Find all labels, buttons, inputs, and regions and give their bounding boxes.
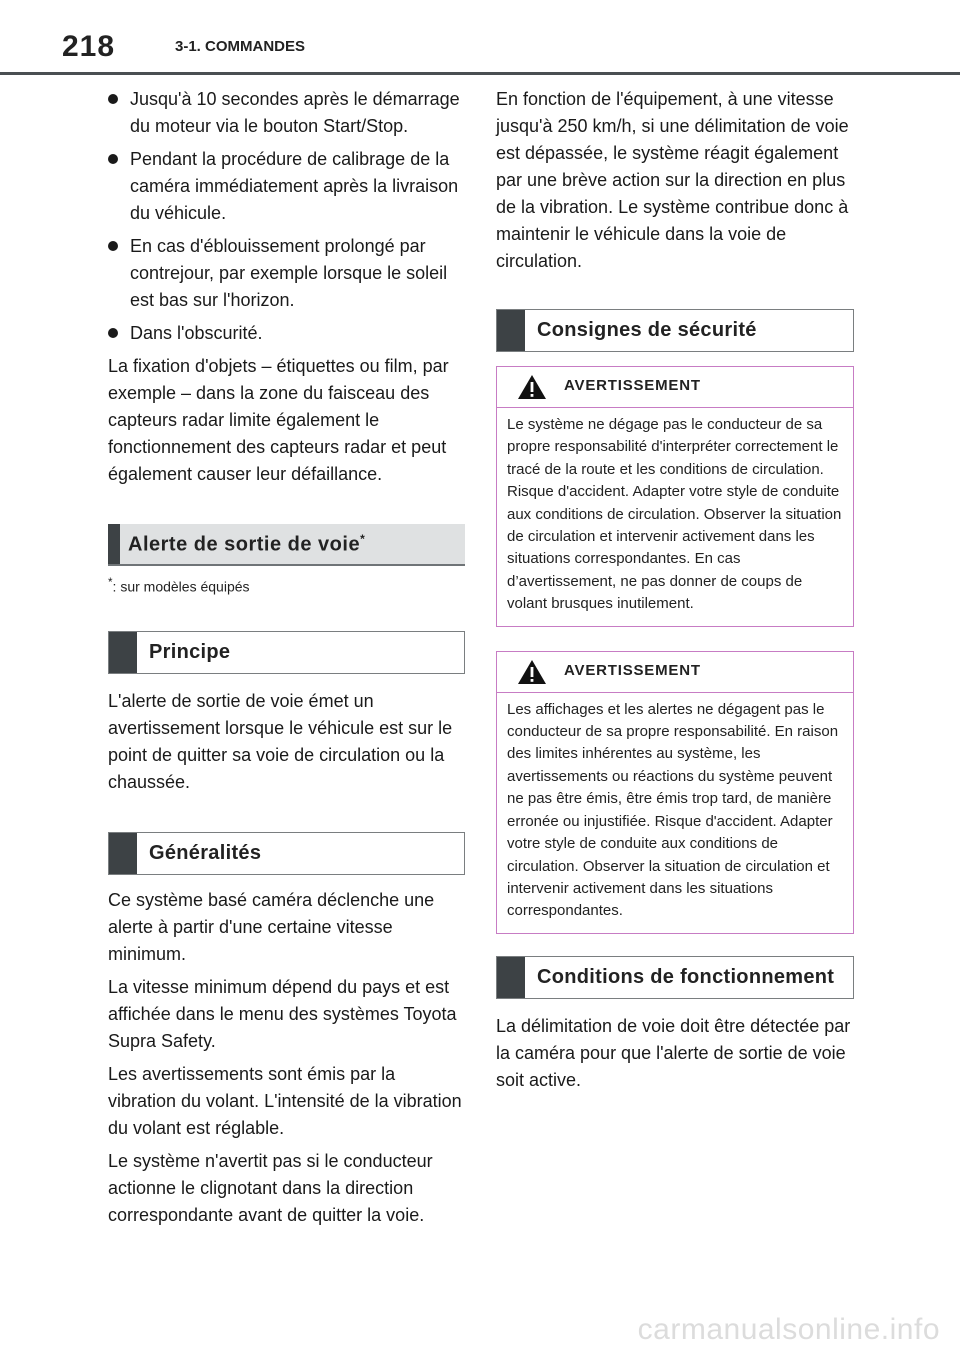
generalites-paragraph: La vitesse minimum dépend du pays et est affichée dans le menu des systèmes Toyota Supra Safety. [108,976,457,1051]
warning-box [496,366,854,627]
page-number: 218 [62,30,116,63]
page-header [0,0,960,78]
bullet-icon [108,328,118,338]
conditions-paragraph: La délimitation de voie doit être détectée par la caméra pour que l'alerte de sortie de voie soit active. [496,1015,851,1090]
watermark: carmanualsonline.info [637,1313,940,1346]
subheading-text: Principe [149,640,231,663]
heading-bar [109,632,137,673]
principe-paragraph: L'alerte de sortie de voie émet un avertissement lorsque le véhicule est sur le point de quitter sa voie de circulation ou la chaussée. [108,690,453,792]
main-heading-text [128,532,365,557]
list-item-text: Dans l'obscurité. [130,323,263,343]
list-item [108,233,465,314]
heading-bar [497,310,525,351]
list-item-text: Pendant la procédure de calibrage de la caméra immédiatement après la livraison du véhicule. [130,149,459,223]
list-item [108,146,465,227]
subheading-text: Conditions de fonctionnement [537,965,835,988]
section-title: 3-1. COMMANDES [175,38,306,55]
main-heading-label: Alerte de sortie de voie [128,533,361,556]
generalites-body [108,887,465,1229]
generalites-paragraph: Les avertissements sont émis par la vibration du volant. L'intensité de la vibration du volant est réglable. [108,1063,462,1138]
warning-text: Les affichages et les alertes ne dégagent pas le conducteur de sa propre responsabilité. En raison des limites inhérentes au système, les avertissements ou réactions du système peuvent ne pas être émis, être émis trop tard, de manière erronée ou injustifiée. Risque d'accident. Adapter votre style de conduite aux conditions de circulation. Observer la situation de circulation et intervenir activement dans les situations correspondantes. [507,700,839,920]
heading-bar [108,524,120,564]
generalites-paragraph: Ce système basé caméra déclenche une alerte à partir d'une certaine vitesse minimum. [108,889,435,964]
subheading-generalites [108,832,465,875]
warning-header [497,367,853,408]
footnote-mark: * [360,532,366,546]
warning-box [496,651,854,934]
bullet-icon [108,241,118,251]
subheading-text: Consignes de sécurité [537,319,757,341]
subheading-conditions [496,956,854,999]
list-item [108,320,465,347]
subheading-principe [108,631,465,674]
right-column [496,86,854,1100]
list-item [108,86,465,140]
footnote-mark: * [108,576,113,589]
condition-bullet-list [108,86,465,347]
warning-title: AVERTISSEMENT [564,661,701,679]
left-column [108,86,465,1235]
subheading-text: Généralités [149,841,262,864]
heading-bar [109,833,137,874]
heading-bar [497,957,525,998]
subheading-consignes [496,309,854,352]
warning-triangle-icon [517,374,547,400]
list-item-text: En cas d'éblouissement prolongé par contrejour, par exemple lorsque le soleil est bas sur l'horizon. [130,236,448,310]
warning-header [497,652,853,693]
main-section-heading [108,524,465,566]
direction-paragraph: En fonction de l'équipement, à une vitesse jusqu'à 250 km/h, si une délimitation de voie est dépassée, le système réagit également par une brève action sur la direction en plus de la vibration. Le système contribue donc à maintenir le véhicule dans la voie de circulation. [496,89,849,271]
header-divider [0,72,960,75]
fixation-paragraph: La fixation d'objets – étiquettes ou film, par exemple – dans la zone du faisceau des capteurs radar limite également le fonctionnement des capteurs radar et peut également causer leur défaillance. [108,356,449,484]
footnote [108,576,465,595]
bullet-icon [108,94,118,104]
footnote-text: : sur modèles équipés [112,578,250,595]
generalites-paragraph: Le système n'avertit pas si le conducteur actionne le clignotant dans la direction correspondante avant de quitter la voie. [108,1150,433,1225]
warning-text: Le système ne dégage pas le conducteur de sa propre responsabilité d'interpréter correctement le tracé de la route et les conditions de circulation. Risque d'accident. Adapter votre style de conduite aux conditions de circulation. Observer la situation de circulation et intervenir activement dans les situations correspondantes. En cas d’avertissement, ne pas donner de coups de volant brusques inutilement. [507,416,842,613]
list-item-text: Jusqu'à 10 secondes après le démarrage du moteur via le bouton Start/Stop. [130,89,460,136]
bullet-icon [108,154,118,164]
warning-triangle-icon [517,659,547,685]
warning-title: AVERTISSEMENT [564,377,701,394]
